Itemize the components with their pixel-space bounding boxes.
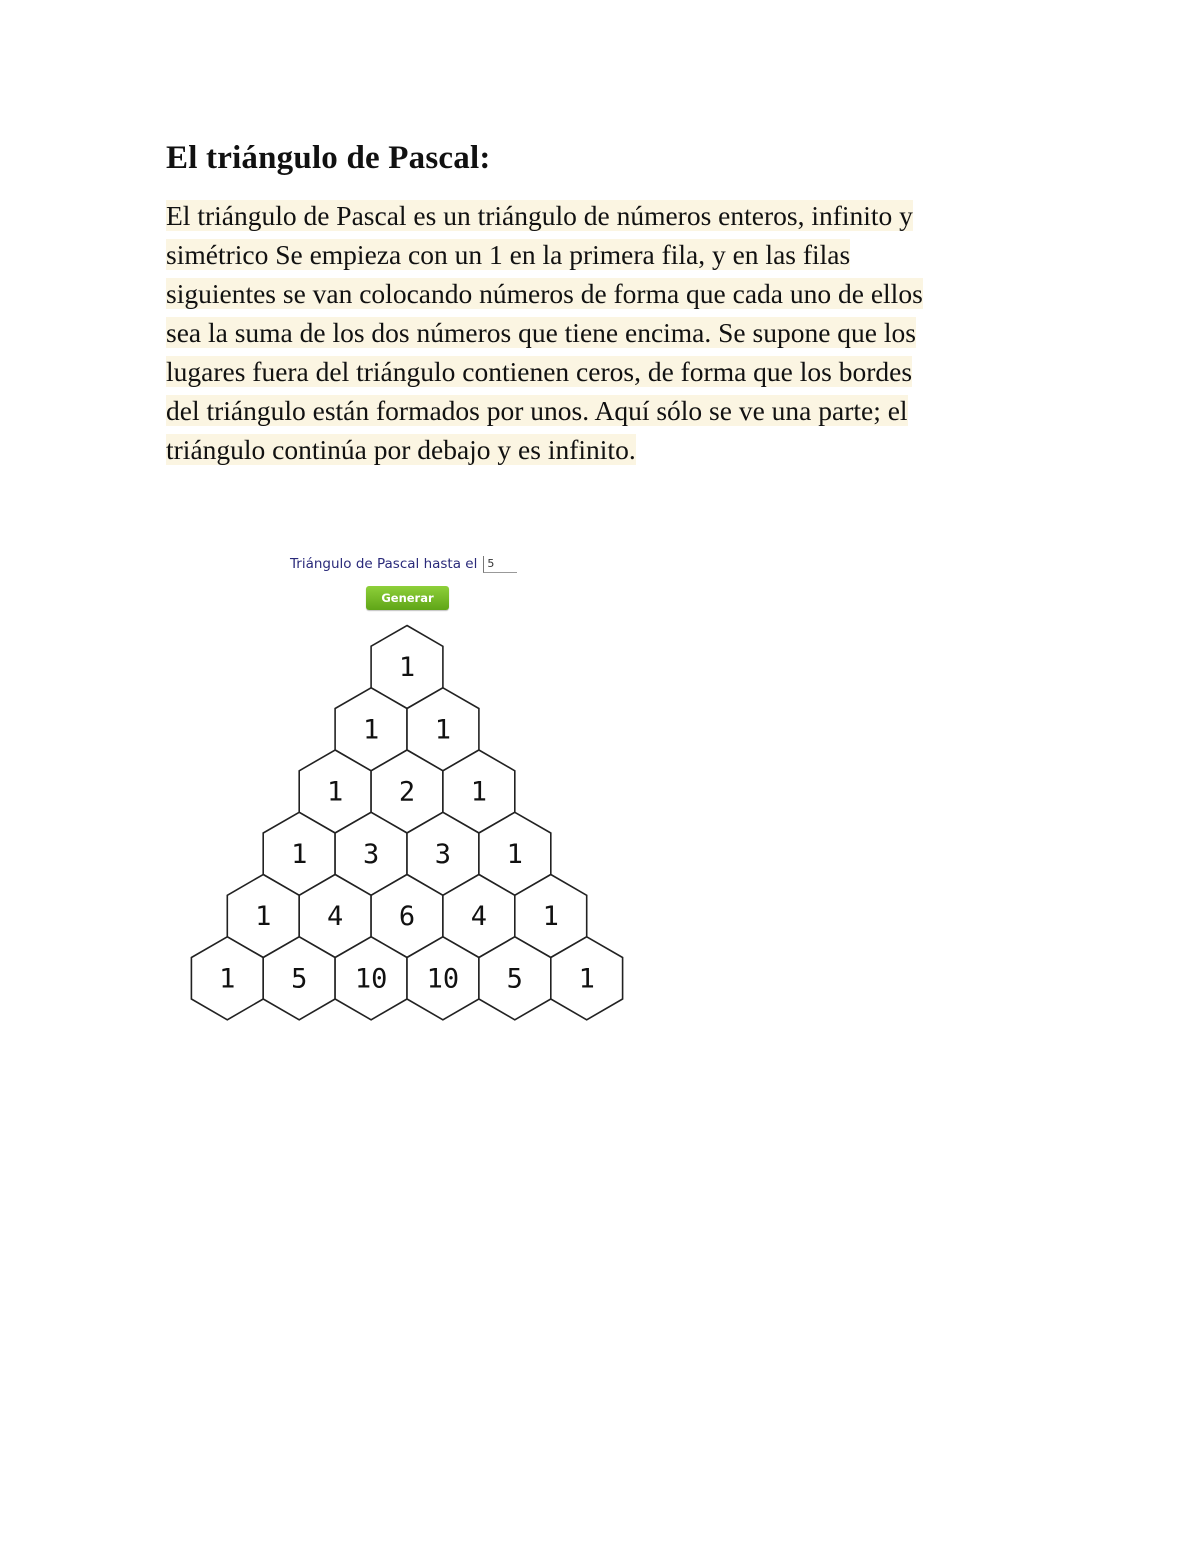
cell-value: 3 xyxy=(434,838,452,870)
paragraph-line: El triángulo de Pascal es un triángulo de números enteros, infinito y xyxy=(166,200,913,231)
cell-value: 5 xyxy=(291,963,308,995)
cell-value: 2 xyxy=(398,776,416,808)
cell-value: 1 xyxy=(434,714,452,746)
cell-value: 6 xyxy=(398,901,416,932)
cell-value: 1 xyxy=(578,963,595,995)
cell-value: 10 xyxy=(426,963,460,995)
cell-value: 4 xyxy=(326,901,344,932)
cell-value: 1 xyxy=(362,714,380,746)
generate-button[interactable]: Generar xyxy=(366,586,449,610)
cell-value: 1 xyxy=(326,776,344,808)
cell-value: 3 xyxy=(362,838,380,870)
page-title: El triángulo de Pascal: xyxy=(166,140,491,176)
cell-value: 1 xyxy=(291,838,308,870)
pascal-triangle xyxy=(180,615,640,1025)
pascal-triangle-widget xyxy=(180,545,640,1035)
paragraph-line: lugares fuera del triángulo contienen ceros, de forma que los bordes xyxy=(166,356,913,387)
cell-value: 1 xyxy=(470,776,488,808)
cell-value: 4 xyxy=(470,901,488,932)
paragraph-line: triángulo continúa por debajo y es infinito. xyxy=(166,434,636,465)
cell-value: 10 xyxy=(354,963,388,995)
paragraph-line: sea la suma de los dos números que tiene encima. Se supone que los xyxy=(166,317,916,348)
cell-value: 1 xyxy=(255,901,272,932)
cell-value: 1 xyxy=(506,838,523,870)
prompt-label: Triángulo de Pascal hasta el xyxy=(290,556,478,572)
cell-value: 1 xyxy=(219,963,236,995)
paragraph-line: simétrico Se empieza con un 1 en la primera fila, y en las filas xyxy=(166,239,851,270)
description-paragraph xyxy=(166,196,1046,469)
paragraph-line: siguientes se van colocando números de forma que cada uno de ellos xyxy=(166,278,923,309)
prompt-row xyxy=(290,553,517,575)
paragraph-line: del triángulo están formados por unos. Aquí sólo se ve una parte; el xyxy=(166,395,908,426)
cell-value: 1 xyxy=(542,901,559,932)
row-count-input[interactable] xyxy=(483,556,517,573)
cell-value: 1 xyxy=(398,652,416,683)
cell-value: 5 xyxy=(506,963,523,995)
